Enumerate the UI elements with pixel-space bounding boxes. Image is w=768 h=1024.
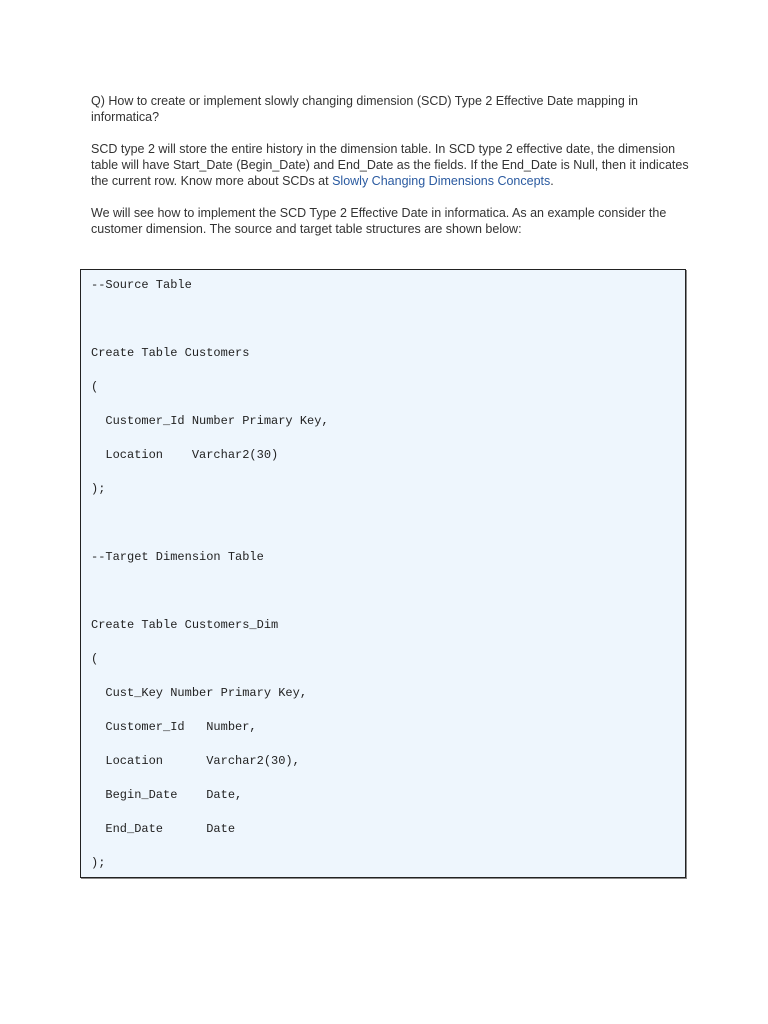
- article-body: [91, 93, 691, 253]
- code-line: Customer_Id Number Primary Key,: [91, 414, 329, 428]
- question-text: Q) How to create or implement slowly changing dimension (SCD) Type 2 Effective Date mapping in informatica?: [91, 94, 639, 124]
- code-line: (: [91, 652, 99, 666]
- code-block: [80, 269, 686, 878]
- code-line: --Target Dimension Table: [91, 550, 264, 564]
- code-line: Cust_Key Number Primary Key,: [91, 686, 308, 700]
- code-line: (: [91, 380, 99, 394]
- code-line: );: [91, 482, 106, 496]
- code-line: Create Table Customers: [91, 346, 250, 360]
- code-line: );: [91, 856, 106, 870]
- code-line: Customer_Id Number,: [91, 720, 257, 734]
- code-line: Create Table Customers_Dim: [91, 618, 279, 632]
- intro-text: SCD type 2 will store the entire history in the dimension table. In SCD type 2 effective date, the dimension table will have Start_Date (Begin_Date) and End_Date as the fields. If the End_Date is Null, then it indicates the current row. Know more about SCDs at: [91, 142, 689, 188]
- code-line: End_Date Date: [91, 822, 236, 836]
- code-line: --Source Table: [91, 278, 192, 292]
- scd-concepts-link[interactable]: Slowly Changing Dimensions Concepts: [332, 174, 551, 188]
- example-paragraph: We will see how to implement the SCD Type 2 Effective Date in informatica. As an example consider the customer dimension. The source and target table structures are shown below:: [91, 206, 667, 236]
- code-line: Location Varchar2(30),: [91, 754, 300, 768]
- code-line: Location Varchar2(30): [91, 448, 279, 462]
- intro-suffix: .: [550, 174, 554, 188]
- intro-paragraph: [91, 141, 691, 189]
- code-line: Begin_Date Date,: [91, 788, 243, 802]
